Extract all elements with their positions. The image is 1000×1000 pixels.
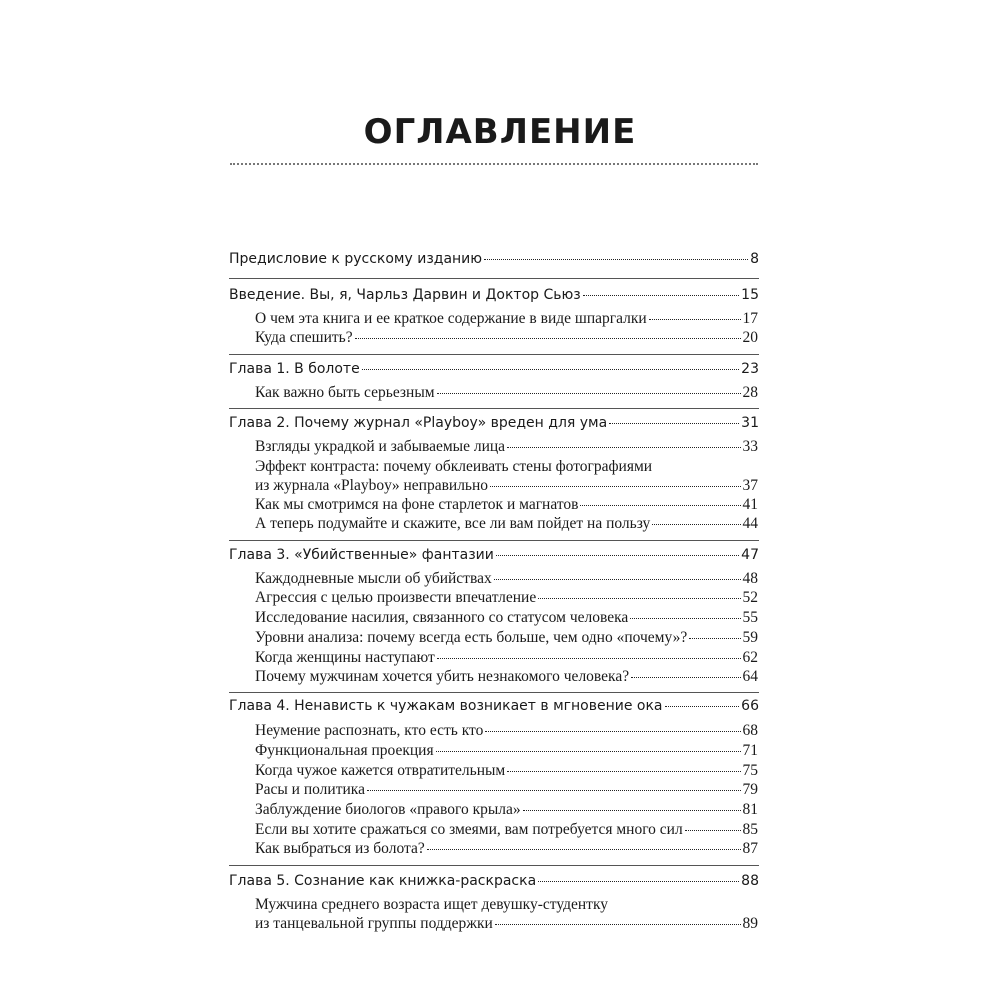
dot-leader [485, 731, 740, 732]
toc-section [255, 570, 758, 588]
dot-leader [665, 706, 740, 707]
toc-chapter-5 [229, 873, 759, 889]
toc-section-label: Когда женщины наступают [255, 649, 435, 666]
dot-leader [437, 658, 741, 659]
toc-section [255, 762, 758, 780]
dot-leader [652, 524, 740, 525]
chapter-separator [229, 540, 759, 541]
toc-section [255, 722, 758, 740]
toc-section [255, 742, 758, 760]
chapter-separator [229, 692, 759, 693]
dot-leader [367, 790, 741, 791]
toc-chapter-label: Введение. Вы, я, Чарльз Дарвин и Доктор Сьюз [229, 287, 581, 303]
toc-section [255, 629, 758, 647]
toc-page-number: 75 [742, 762, 758, 779]
toc-section-label: Исследование насилия, связанного со статусом человека [255, 609, 629, 626]
toc-page-number: 85 [742, 821, 758, 838]
toc-section-label: Неумение распознать, кто есть кто [255, 722, 484, 739]
dot-leader [609, 423, 739, 424]
toc-section [255, 821, 758, 839]
toc-page-number: 33 [742, 438, 758, 455]
toc-section [255, 801, 758, 819]
toc-chapter-4 [229, 698, 759, 714]
toc-page-number: 88 [741, 873, 759, 889]
toc-page-number: 37 [742, 477, 758, 494]
chapter-separator [229, 865, 759, 866]
dot-leader [538, 598, 740, 599]
dot-leader [649, 319, 741, 320]
toc-section-line: Мужчина среднего возраста ищет девушку-студентку [255, 896, 609, 913]
toc-section [255, 477, 758, 495]
toc-page-number: 64 [742, 668, 758, 685]
chapter-separator [229, 408, 759, 409]
toc-section [255, 781, 758, 799]
toc-page-number: 62 [742, 649, 758, 666]
dot-leader [630, 618, 740, 619]
toc-chapter-label: Глава 1. В болоте [229, 361, 360, 377]
toc-section-label: Каждодневные мысли об убийствах [255, 570, 492, 587]
toc-page-number: 8 [750, 251, 759, 267]
toc-section-line: Эффект контраста: почему обклеивать стены фотографиями [255, 458, 653, 475]
toc-section-label: Как важно быть серьезным [255, 384, 435, 401]
chapter-separator [229, 354, 759, 355]
toc-section-label: Функциональная проекция [255, 742, 434, 759]
toc-chapter-2 [229, 415, 759, 431]
toc-section-label: Заблуждение биологов «правого крыла» [255, 801, 521, 818]
toc-section [255, 515, 758, 533]
dot-leader [685, 830, 741, 831]
toc-section [255, 329, 758, 347]
dot-leader [437, 393, 741, 394]
dot-leader [427, 849, 741, 850]
toc-section-label: Расы и политика [255, 781, 365, 798]
toc-page-number: 59 [742, 629, 758, 646]
toc-section [255, 310, 758, 328]
toc-page-number: 87 [742, 840, 758, 857]
toc-section-label: Почему мужчинам хочется убить незнакомого человека? [255, 668, 630, 685]
toc-section [255, 438, 758, 456]
toc-page-number: 28 [742, 384, 758, 401]
dot-leader [490, 486, 740, 487]
toc-section-label: Как мы смотримся на фоне старлеток и магнатов [255, 496, 579, 513]
toc-section-label: О чем эта книга и ее краткое содержание в виде шпаргалки [255, 310, 647, 327]
toc-chapter-preface [229, 251, 759, 267]
dot-leader [507, 771, 740, 772]
toc-section-label: Если вы хотите сражаться со змеями, вам потребуется много сил [255, 821, 683, 838]
toc-section [255, 840, 758, 858]
dot-leader [580, 505, 740, 506]
toc-page-number: 48 [742, 570, 758, 587]
toc-page-number: 89 [742, 915, 758, 932]
dot-leader [362, 369, 739, 370]
dot-leader [495, 924, 741, 925]
toc-section-label: Уровни анализа: почему всегда есть больше, чем одно «почему»? [255, 629, 688, 646]
toc-page-number: 66 [741, 698, 759, 714]
toc-page-number: 68 [742, 722, 758, 739]
page-title: ОГЛАВЛЕНИЕ [363, 112, 637, 152]
toc-chapter-label: Глава 3. «Убийственные» фантазии [229, 547, 494, 563]
dot-leader [494, 579, 741, 580]
toc-section [255, 915, 758, 933]
dot-leader [538, 881, 739, 882]
toc-page-number: 79 [742, 781, 758, 798]
toc-chapter-intro [229, 287, 759, 303]
toc-page-number: 44 [742, 515, 758, 532]
toc-section-label: А теперь подумайте и скажите, все ли вам пойдет на пользу [255, 515, 651, 532]
toc-section-label: Куда спешить? [255, 329, 353, 346]
toc-page-number: 71 [742, 742, 758, 759]
toc-page-number: 41 [742, 496, 758, 513]
toc-chapter-label: Предисловие к русскому изданию [229, 251, 483, 267]
toc-section [255, 668, 758, 686]
toc-chapter-1 [229, 361, 759, 377]
toc-section-label: из журнала «Playboy» неправильно [255, 477, 489, 494]
toc-page-number: 31 [741, 415, 759, 431]
toc-page-number: 52 [742, 589, 758, 606]
toc-section [255, 609, 758, 627]
toc-section [255, 496, 758, 514]
dot-leader [355, 338, 741, 339]
dot-leader [507, 447, 740, 448]
toc-chapter-3 [229, 547, 759, 563]
toc-section-label: Когда чужое кажется отвратительным [255, 762, 506, 779]
toc-page-number: 17 [742, 310, 758, 327]
toc-section [255, 384, 758, 402]
toc-chapter-label: Глава 4. Ненависть к чужакам возникает в мгновение ока [229, 698, 663, 714]
dot-leader [583, 295, 739, 296]
toc-section [255, 649, 758, 667]
toc-section-label: Как выбраться из болота? [255, 840, 425, 857]
dot-leader [689, 638, 740, 639]
toc-page-number: 81 [742, 801, 758, 818]
chapter-separator [229, 278, 759, 279]
dot-leader [523, 810, 741, 811]
toc-page-number: 55 [742, 609, 758, 626]
dot-leader [436, 751, 741, 752]
toc-page-number: 47 [741, 547, 759, 563]
toc-section-label: Взгляды украдкой и забываемые лица [255, 438, 506, 455]
toc-section-label: Агрессия с целью произвести впечатление [255, 589, 537, 606]
toc-chapter-label: Глава 5. Сознание как книжка-раскраска [229, 873, 537, 889]
dot-leader [631, 677, 740, 678]
toc-section-label: из танцевальной группы поддержки [255, 915, 493, 932]
dot-leader [496, 555, 739, 556]
toc-section [255, 589, 758, 607]
toc-page-number: 15 [741, 287, 759, 303]
toc-chapter-label: Глава 2. Почему журнал «Playboy» вреден для ума [229, 415, 608, 431]
toc-page-number: 20 [742, 329, 758, 346]
toc-page-number: 23 [741, 361, 759, 377]
dot-leader [484, 259, 748, 260]
